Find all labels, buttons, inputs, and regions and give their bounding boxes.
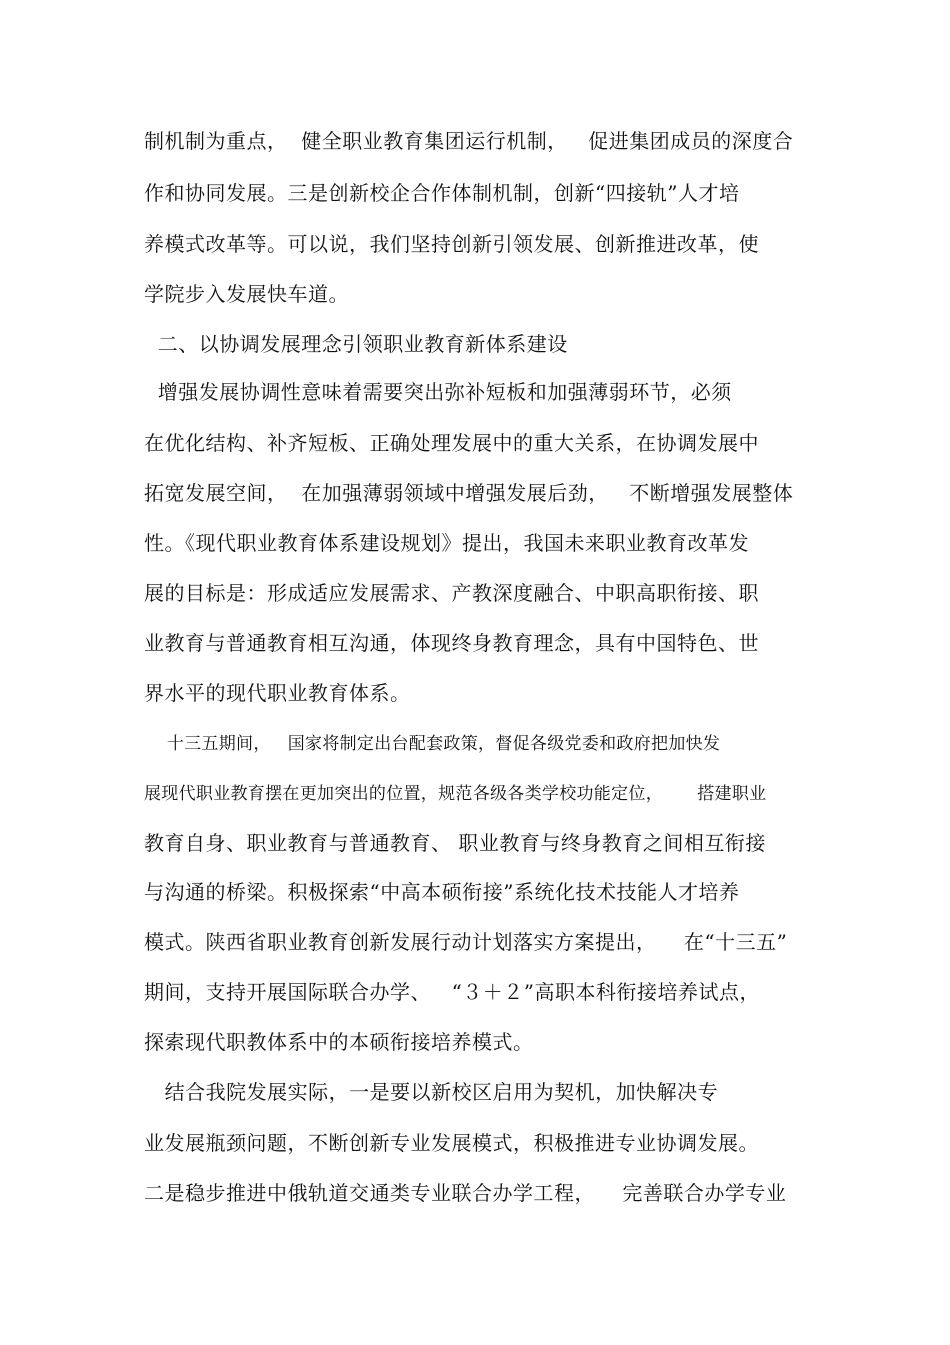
text-line: 十三五期间， 国家将制定出台配套政策，督促各级党委和政府把加快发 [144,734,721,754]
text-line: 展现代职业教育摆在更加突出的位置，规范各级各类学校功能定位， 搭建职业 [144,784,767,804]
text-line: 在优化结构、补齐短板、正确处理发展中的重大关系，在协调发展中 [144,431,759,455]
text-line: 二是稳步推进中俄轨道交通类专业联合办学工程， 完善联合办学专业 [144,1181,787,1205]
text-line: 展的目标是：形成适应发展需求、产教深度融合、中职高职衔接、职 [144,581,759,605]
text-line: 期间，支持开展国际联合办学、 “３＋２”高职本科衔接培养试点， [144,980,761,1004]
section-heading: 二、以协调发展理念引领职业教育新体系建设 [144,332,568,356]
text-line: 制机制为重点， 健全职业教育集团运行机制， 促进集团成员的深度合 [144,129,794,153]
text-line: 模式。陕西省职业教育创新发展行动计划落实方案提出， 在“十三五” [144,930,788,954]
text-line: 教育自身、职业教育与普通教育、 职业教育与终身教育之间相互衔接 [144,831,766,855]
text-line: 性。《现代职业教育体系建设规划》提出，我国未来职业教育改革发 [144,531,749,555]
text-line: 结合我院发展实际，一是要以新校区启用为契机，加快解决专 [144,1080,719,1104]
text-line: 界水平的现代职业教育体系。 [144,681,411,705]
text-line: 与沟通的桥梁。积极探索“中高本硕衔接”系统化技术技能人才培养 [144,880,740,904]
text-line: 业教育与普通教育相互沟通，体现终身教育理念，具有中国特色、世 [144,631,759,655]
text-line: 增强发展协调性意味着需要突出弥补短板和加强薄弱环节，必须 [144,380,732,404]
text-line: 业发展瓶颈问题，不断创新专业发展模式，积极推进专业协调发展。 [144,1131,759,1155]
text-line: 学院步入发展快车道。 [144,282,349,306]
text-line: 探索现代职教体系中的本硕衔接培养模式。 [144,1030,534,1054]
text-line: 作和协同发展。三是创新校企合作体制机制，创新“四接轨”人才培 [144,181,740,205]
text-line: 养模式改革等。可以说，我们坚持创新引领发展、创新推进改革，使 [144,232,759,256]
text-line: 拓宽发展空间， 在加强薄弱领域中增强发展后劲， 不断增强发展整体 [144,481,794,505]
